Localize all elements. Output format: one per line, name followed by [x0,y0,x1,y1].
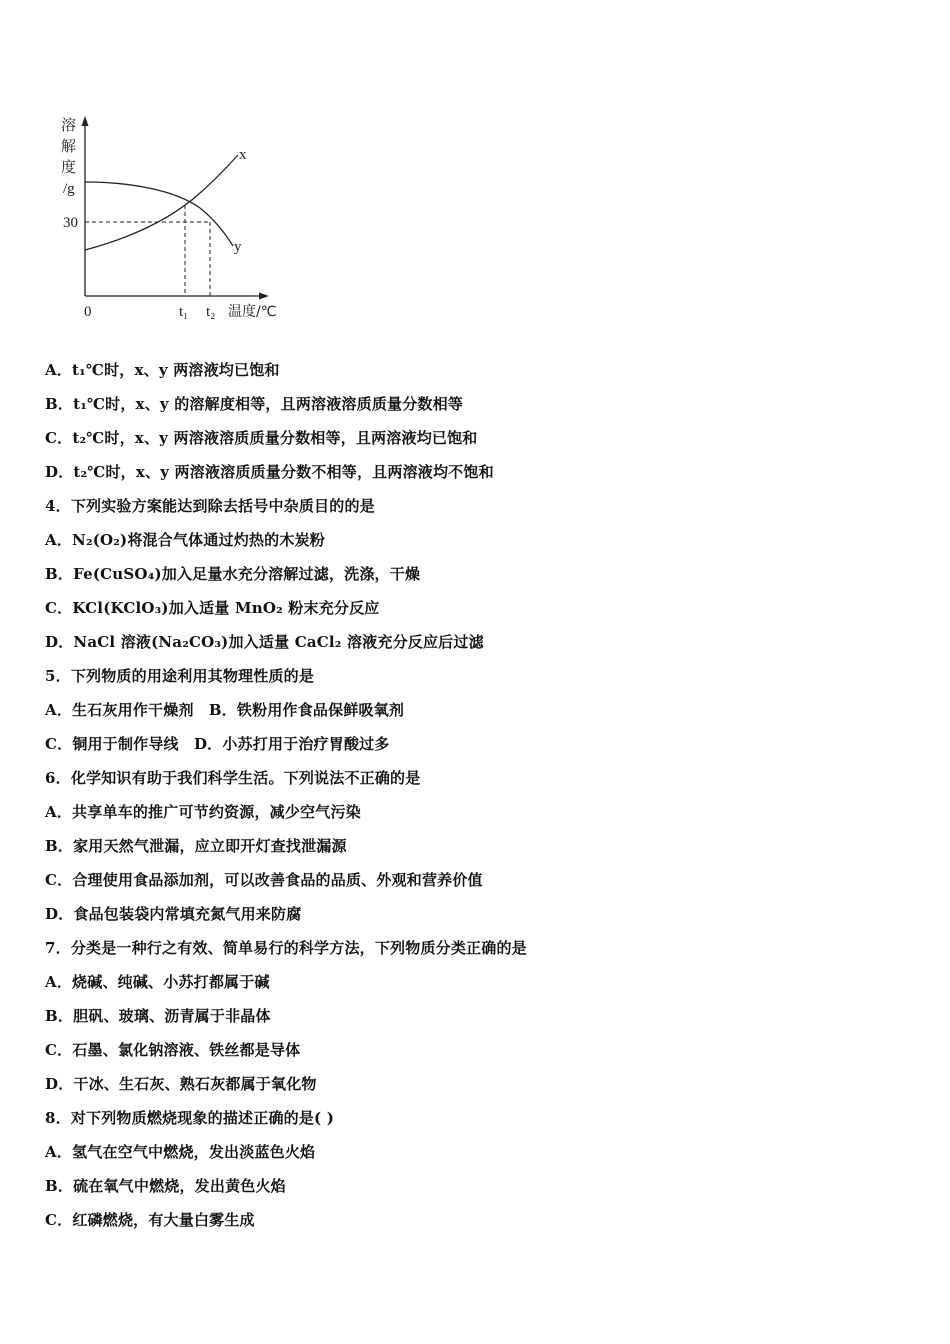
curve-x-label: x [239,147,247,163]
q4-option-d: D．NaCl 溶液(Na₂CO₃)加入适量 CaCl₂ 溶液充分反应后过滤 [45,633,484,651]
q5-options-ab: A．生石灰用作干燥剂 B．铁粉用作食品保鲜吸氧剂 [45,701,405,719]
q6-option-b: B．家用天然气泄漏，应立即开灯查找泄漏源 [45,837,347,855]
curve-x [85,155,238,250]
y-axis-label-4: /g [63,181,75,197]
q8-stem: 8．对下列物质燃烧现象的描述正确的是( ) [45,1109,335,1127]
solubility-graph [50,108,310,330]
q7-option-a: A．烧碱、纯碱、小苏打都属于碱 [45,973,270,991]
y-axis-arrow [82,116,89,126]
y-axis-label-3: 度 [61,158,77,176]
curve-y [85,182,233,246]
q5-stem: 5．下列物质的用途利用其物理性质的是 [45,667,315,685]
question-text [45,357,925,1241]
y-tick-30: 30 [63,215,78,231]
q3-option-d: D．t₂℃时，x、y 两溶液溶质质量分数不相等，且两溶液均不饱和 [45,463,494,481]
solubility-graph-svg [50,108,310,330]
y-axis-label-2: 解 [61,137,77,155]
q6-stem: 6．化学知识有助于我们科学生活。下列说法不正确的是 [45,769,421,787]
curve-y-label: y [234,239,242,255]
q6-option-d: D．食品包装袋内常填充氮气用来防腐 [45,905,302,923]
q4-option-b: B．Fe(CuSO₄)加入足量水充分溶解过滤，洗涤，干燥 [45,565,421,583]
q4-option-c: C．KCl(KClO₃)加入适量 MnO₂ 粉末充分反应 [45,599,380,617]
origin-label: 0 [84,304,92,320]
q7-option-d: D．干冰、生石灰、熟石灰都属于氧化物 [45,1075,317,1093]
t1-label: t₁ [179,304,189,320]
q7-option-c: C．石墨、氯化钠溶液、铁丝都是导体 [45,1041,301,1059]
q8-option-b: B．硫在氧气中燃烧，发出黄色火焰 [45,1177,286,1195]
q4-option-a: A．N₂(O₂)将混合气体通过灼热的木炭粉 [45,531,325,549]
q5-options-cd: C．铜用于制作导线 D．小苏打用于治疗胃酸过多 [45,735,390,753]
x-axis-label: 温度/℃ [228,304,277,320]
q7-option-b: B．胆矾、玻璃、沥青属于非晶体 [45,1007,271,1025]
q8-option-c: C．红磷燃烧，有大量白雾生成 [45,1211,255,1229]
q3-option-b: B．t₁℃时，x、y 的溶解度相等，且两溶液溶质质量分数相等 [45,395,464,413]
q8-option-a: A．氢气在空气中燃烧，发出淡蓝色火焰 [45,1143,316,1161]
y-axis-label-1: 溶 [61,116,77,134]
q3-option-a: A．t₁℃时，x、y 两溶液均已饱和 [45,361,280,379]
q3-option-c: C．t₂℃时，x、y 两溶液溶质质量分数相等，且两溶液均已饱和 [45,429,478,447]
t2-label: t₂ [206,304,216,320]
x-axis-arrow [259,293,269,300]
q6-option-a: A．共享单车的推广可节约资源，减少空气污染 [45,803,361,821]
q4-stem: 4．下列实验方案能达到除去括号中杂质目的的是 [45,497,375,515]
q6-option-c: C．合理使用食品添加剂，可以改善食品的品质、外观和营养价值 [45,871,483,889]
q7-stem: 7．分类是一种行之有效、简单易行的科学方法，下列物质分类正确的是 [45,939,527,957]
